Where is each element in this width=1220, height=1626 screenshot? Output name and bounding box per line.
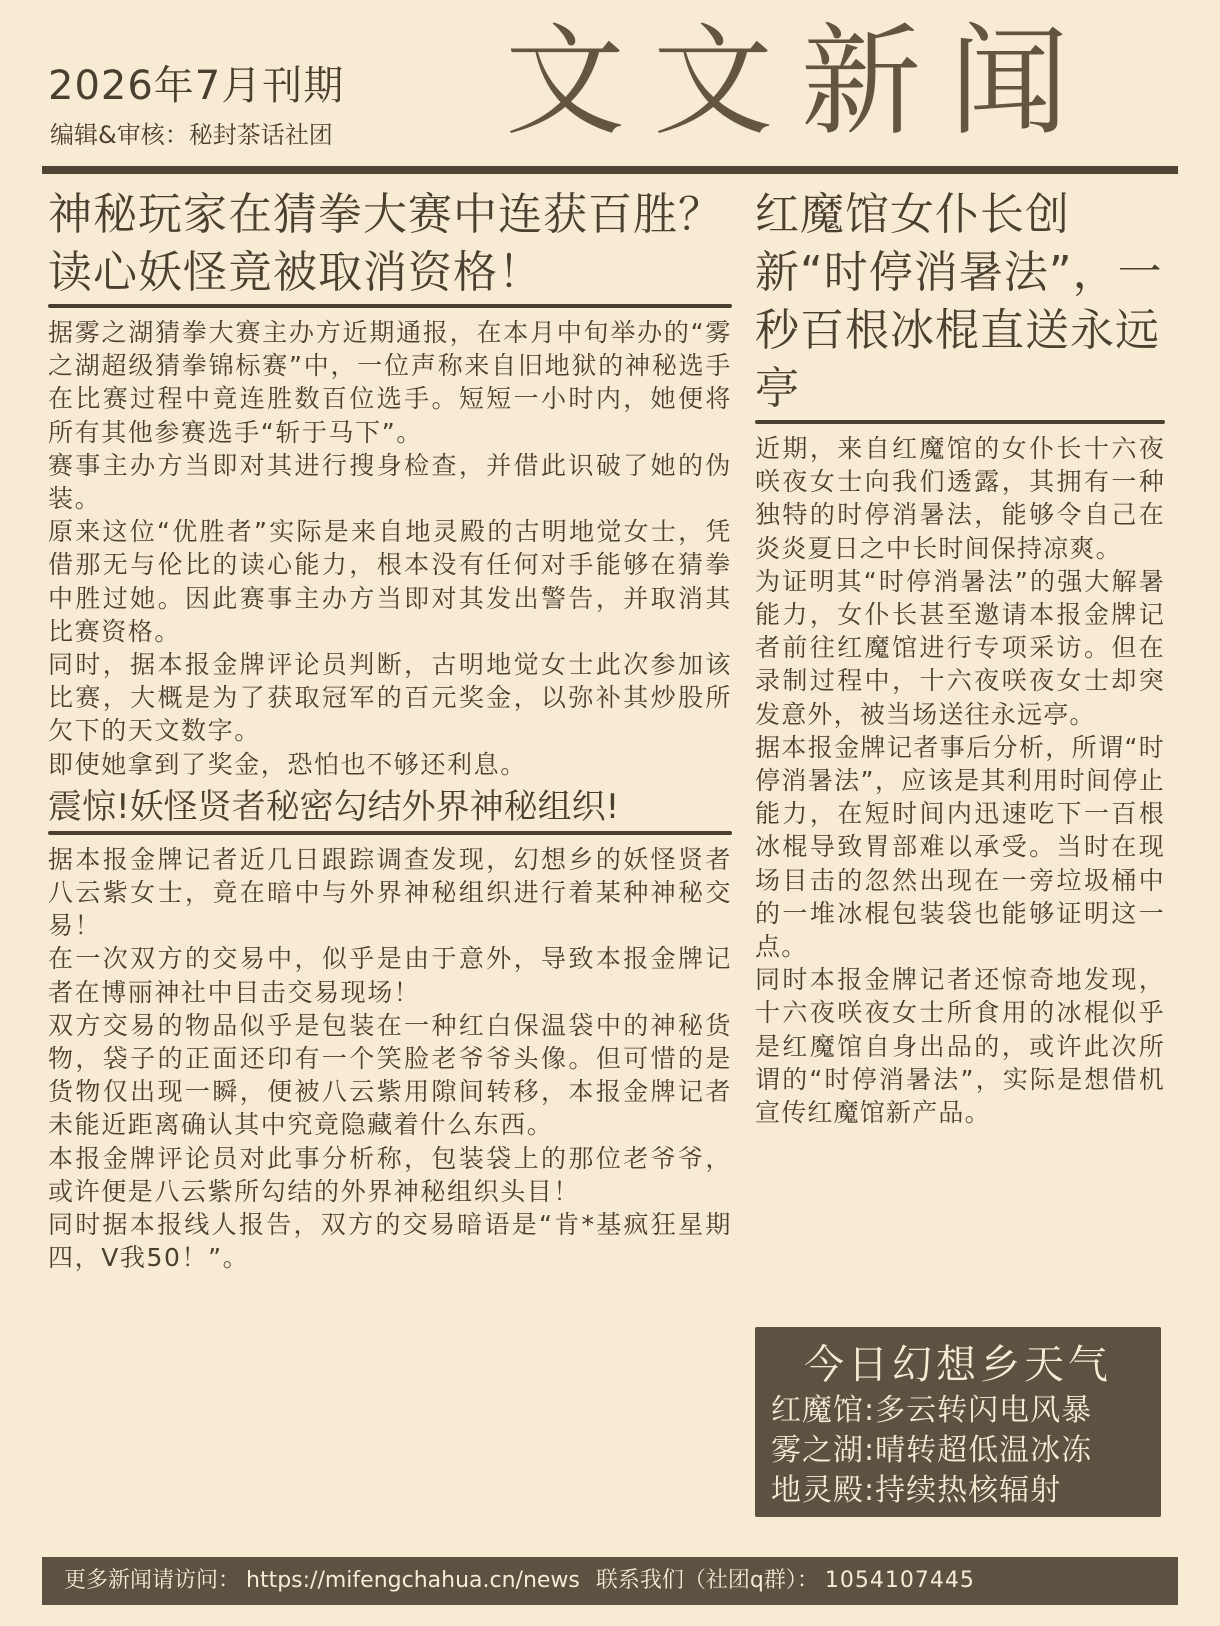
editor-credit: 编辑&审核：秘封茶话社团 (50, 121, 333, 149)
footer-news-link[interactable]: https://mifengchahua.cn/news (246, 1568, 580, 1593)
headline-underline (48, 304, 732, 308)
article-paragraph: 在一次双方的交易中，似乎是由于意外，导致本报金牌记者在博丽神社中目击交易现场！ (48, 944, 732, 1007)
weather-title: 今日幻想乡天气 (804, 1342, 1112, 1388)
article-paragraph: 同时本报金牌记者还惊奇地发现，十六夜咲夜女士所食用的冰棍似乎是红魔馆自身出品的，或许此次所谓的“时停消暑法”，实际是想借机宣传红魔馆新产品。 (755, 965, 1165, 1128)
article-paragraph: 本报金牌评论员对此事分析称，包装袋上的那位老爷爷，或许便是八云紫所勾结的外界神秘组织头目！ (48, 1143, 732, 1206)
article-paragraph: 为证明其“时停消暑法”的强大解暑能力，女仆长甚至邀请本报金牌记者前往红魔馆进行专项采访。但在录制过程中，十六夜咲夜女士却突发意外，被当场送往永远亭。 (755, 566, 1165, 729)
weather-item-palace-of-earth-spirits: 地灵殿:持续热核辐射 (771, 1473, 1062, 1508)
footer-qq-group: 1054107445 (824, 1568, 975, 1593)
headline-underline (755, 420, 1165, 424)
article-paragraph: 近期，来自红魔馆的女仆长十六夜咲夜女士向我们透露，其拥有一种独特的时停消暑法，能够令自己在炎炎夏日之中长时间保持凉爽。 (755, 434, 1165, 563)
weather-box (755, 1327, 1161, 1517)
weather-item-misty-lake: 雾之湖:晴转超低温冰冻 (771, 1433, 1093, 1468)
article-headline: 神秘玩家在猜拳大赛中连获百胜？读心妖怪竟被取消资格！ (48, 189, 723, 298)
newspaper-title: 文文新闻 (505, 13, 1097, 152)
headline-underline (48, 831, 732, 835)
issue-date: 2026年7月刊期 (48, 63, 345, 109)
article-paragraph: 据本报金牌记者近几日跟踪调查发现，幻想乡的妖怪贤者八云紫女士，竟在暗中与外界神秘组织进行着某种神秘交易！ (48, 844, 732, 941)
article-paragraph: 赛事主办方当即对其进行搜身检查，并借此识破了她的伪装。 (48, 450, 732, 514)
article-paragraph: 双方交易的物品似乎是包装在一种红白保温袋中的神秘货物，袋子的正面还印有一个笑脸老爷爷头像。但可惜的是货物仅出现一瞬，便被八云紫用隙间转移，本报金牌记者未能近距离确认其中究竟隐藏着什么东西。 (48, 1010, 732, 1140)
masthead-divider (42, 166, 1178, 174)
article-paragraph: 原来这位“优胜者”实际是来自地灵殿的古明地觉女士，凭借那无与伦比的读心能力，根本没有任何对手能够在猜拳中胜过她。因此赛事主办方当即对其发出警告，并取消其比赛资格。 (48, 517, 732, 646)
left-column (48, 186, 732, 1274)
article-rock-paper-scissors (48, 186, 732, 781)
weather-item-scarlet-mansion: 红魔馆:多云转闪电风暴 (771, 1393, 1093, 1428)
right-column (755, 186, 1165, 1129)
article-paragraph: 即使她拿到了奖金，恐怕也不够还利息。 (48, 749, 527, 779)
article-paragraph: 同时据本报线人报告，双方的交易暗语是“肯*基疯狂星期四，V我50！”。 (48, 1210, 732, 1273)
footer-bar (42, 1557, 1178, 1605)
article-paragraph: 同时，据本报金牌评论员判断，古明地觉女士此次参加该比赛，大概是为了获取冠军的百元奖金，以弥补其炒股所欠下的天文数字。 (48, 650, 732, 746)
article-headline: 红魔馆女仆长创新“时停消暑法”，一秒百根冰棍直送永远亭 (755, 189, 1163, 414)
footer-visit-label: 更多新闻请访问： (64, 1568, 241, 1593)
article-sage-secret-deal (48, 785, 732, 1275)
article-headline: 震惊!妖怪贤者秘密勾结外界神秘组织! (48, 786, 620, 827)
article-paragraph: 据本报金牌记者事后分析，所谓“时停消暑法”，应该是其利用时间停止能力，在短时间内迅速吃下一百根冰棍导致胃部难以承受。当时在现场目击的忽然出现在一旁垃圾桶中的一堆冰棍包装袋也能够证明这一点。 (755, 732, 1165, 962)
article-time-stop-cooling (755, 186, 1165, 1129)
footer-contact-label: 联系我们（社团q群）： (595, 1568, 819, 1593)
article-paragraph: 据雾之湖猜拳大赛主办方近期通报，在本月中旬举办的“雾之湖超级猜拳锦标赛”中，一位声称来自旧地狱的神秘选手在比赛过程中竟连胜数百位选手。短短一小时内，她便将所有其他参赛选手“斩于马下”。 (48, 318, 732, 447)
